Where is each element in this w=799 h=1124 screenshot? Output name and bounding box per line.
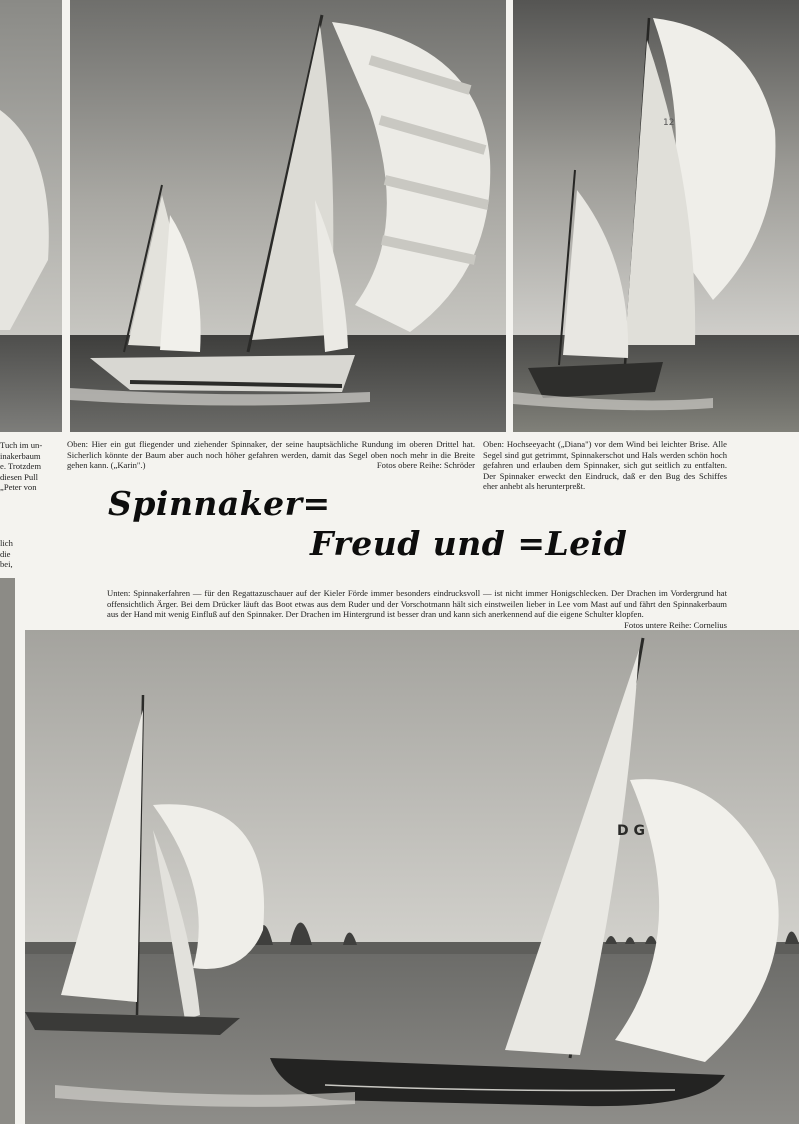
page-title-line1: Spinnaker= [108,484,331,523]
photo-karin [70,0,506,432]
left-text-fragment: Tuch im un- inakerbaum e. Trotzdem diesen Pull „Peter von [0,440,43,493]
photo-credit-top: Fotos obere Reihe: Schröder [376,460,475,471]
photo-drachen [25,630,799,1124]
page-title-line2: Freud und =Leid [310,524,628,563]
caption-bottom: Unten: Spinnakerfahren — für den Regattazuschauer auf der Kieler Förde immer besonders eindrucksvoll — ist nicht immer Honigschlecken. Der Drachen im Vordergrund hat offensichtlich Ärger. Bei dem Drücker läuft das Boot etwas aus dem Ruder und der Vorschotmann hält sich einstweilen lieber in Lee vom Mast auf und fährt den Spinnakerbaum aus der Hand mit wenig Einfluß auf den Spinnaker. Der Drachen im Hintergrund ist besser dran und kann sich anerkennend auf die eigene Schulter klopfen. Fotos untere Reihe: Cornelius [107,588,727,630]
left-edge-strip [0,578,15,1124]
left-text-fragment-lower: lich die bei, [0,538,13,570]
dragon-sail-number: D G [617,823,645,839]
photo-left-partial [0,0,62,432]
caption-top-right: Oben: Hochseeyacht („Diana") vor dem Wind bei leichter Brise. Alle Segel sind gut getrimmt, Spinnakerschot und Hals werden schön hoch gefahren und erlauben dem Spinnaker, sich gut seitlich zu entfalten. Der Spinnaker erweckt den Eindruck, daß er den Bug des Schiffes eher anhebt als herunterpreßt. [483,439,727,492]
diana-sail-number: 12 [663,118,675,128]
photo-credit-bottom: Fotos untere Reihe: Cornelius [624,619,727,630]
photo-diana [513,0,799,432]
caption-top-middle: Oben: Hier ein gut fliegender und ziehender Spinnaker, der seine hauptsächliche Rundung im oberen Drittel hat. Sicherlich könnte der Baum aber auch noch höher gefahren werden, damit das Segel oben noch mehr in die Breite gehen kann. („Karin".) Fotos obere Reihe: Schröder [67,439,475,471]
